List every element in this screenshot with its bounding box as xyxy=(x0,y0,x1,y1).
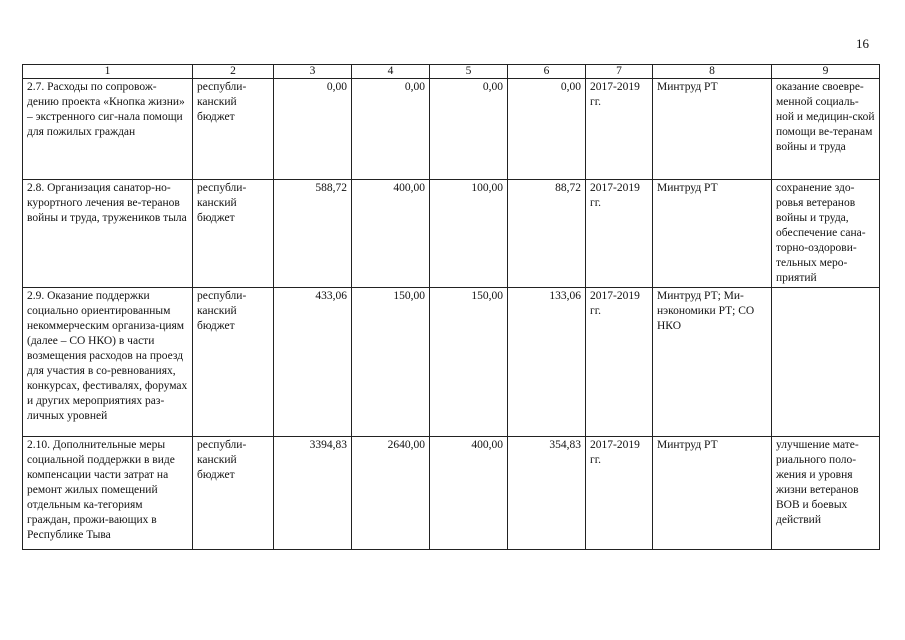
column-header: 7 xyxy=(586,65,653,79)
amount-2019: 354,83 xyxy=(508,437,586,550)
executor: Минтруд РТ xyxy=(653,79,772,180)
amount-2018: 150,00 xyxy=(430,288,508,437)
amount-2017: 150,00 xyxy=(352,288,430,437)
column-header: 1 xyxy=(23,65,193,79)
amount-2017: 400,00 xyxy=(352,180,430,288)
table-row xyxy=(23,437,880,550)
measure-name: 2.9. Оказание поддержки социально ориентированным некоммерческим организа-циям (далее – СО НКО) в части возмещения расходов на проезд для участия в со-ревнованиях, конкурсах, фестивалях, форумах и других мероприятиях раз-личных уровней xyxy=(23,288,193,437)
page-number: 16 xyxy=(856,36,869,51)
executor: Минтруд РТ; Ми-нэкономики РТ; СО НКО xyxy=(653,288,772,437)
funding-source: республи-канский бюджет xyxy=(193,288,274,437)
table-row xyxy=(23,180,880,288)
amount-2018: 100,00 xyxy=(430,180,508,288)
column-header: 8 xyxy=(653,65,772,79)
measure-name: 2.10. Дополнительные меры социальной поддержки в виде компенсации части затрат на ремонт жилых помещений отдельным ка-тегориям граждан, прожи-вающих в Республике Тыва xyxy=(23,437,193,550)
period: 2017-2019 гг. xyxy=(586,79,653,180)
amount-2018: 400,00 xyxy=(430,437,508,550)
period: 2017-2019 гг. xyxy=(586,437,653,550)
funding-source: республи-канский бюджет xyxy=(193,79,274,180)
funding-source: республи-канский бюджет xyxy=(193,180,274,288)
period: 2017-2019 гг. xyxy=(586,288,653,437)
amount-2017: 0,00 xyxy=(352,79,430,180)
amount-total: 0,00 xyxy=(274,79,352,180)
executor: Минтруд РТ xyxy=(653,180,772,288)
amount-2017: 2640,00 xyxy=(352,437,430,550)
column-header: 3 xyxy=(274,65,352,79)
column-header: 6 xyxy=(508,65,586,79)
measure-name: 2.8. Организация санатор-но-курортного лечения ве-теранов войны и труда, тружеников тыла xyxy=(23,180,193,288)
table-row xyxy=(23,79,880,180)
expected-result xyxy=(772,288,880,437)
amount-total: 433,06 xyxy=(274,288,352,437)
header-row xyxy=(23,65,880,79)
program-table xyxy=(22,64,880,550)
column-header: 2 xyxy=(193,65,274,79)
executor: Минтруд РТ xyxy=(653,437,772,550)
funding-source: республи-канский бюджет xyxy=(193,437,274,550)
expected-result: оказание своевре-менной социаль-ной и медицин-ской помощи ве-теранам войны и труда xyxy=(772,79,880,180)
column-header: 4 xyxy=(352,65,430,79)
table-row xyxy=(23,288,880,437)
expected-result: сохранение здо-ровья ветеранов войны и труда, обеспечение сана-торно-оздорови-тельных меро-приятий xyxy=(772,180,880,288)
measure-name: 2.7. Расходы по сопровож-дению проекта «Кнопка жизни» – экстренного сиг-нала помощи для пожилых граждан xyxy=(23,79,193,180)
amount-2018: 0,00 xyxy=(430,79,508,180)
amount-total: 588,72 xyxy=(274,180,352,288)
column-header: 5 xyxy=(430,65,508,79)
amount-2019: 133,06 xyxy=(508,288,586,437)
amount-total: 3394,83 xyxy=(274,437,352,550)
amount-2019: 88,72 xyxy=(508,180,586,288)
column-header: 9 xyxy=(772,65,880,79)
period: 2017-2019 гг. xyxy=(586,180,653,288)
expected-result: улучшение мате-риального поло-жения и уровня жизни ветеранов ВОВ и боевых действий xyxy=(772,437,880,550)
amount-2019: 0,00 xyxy=(508,79,586,180)
